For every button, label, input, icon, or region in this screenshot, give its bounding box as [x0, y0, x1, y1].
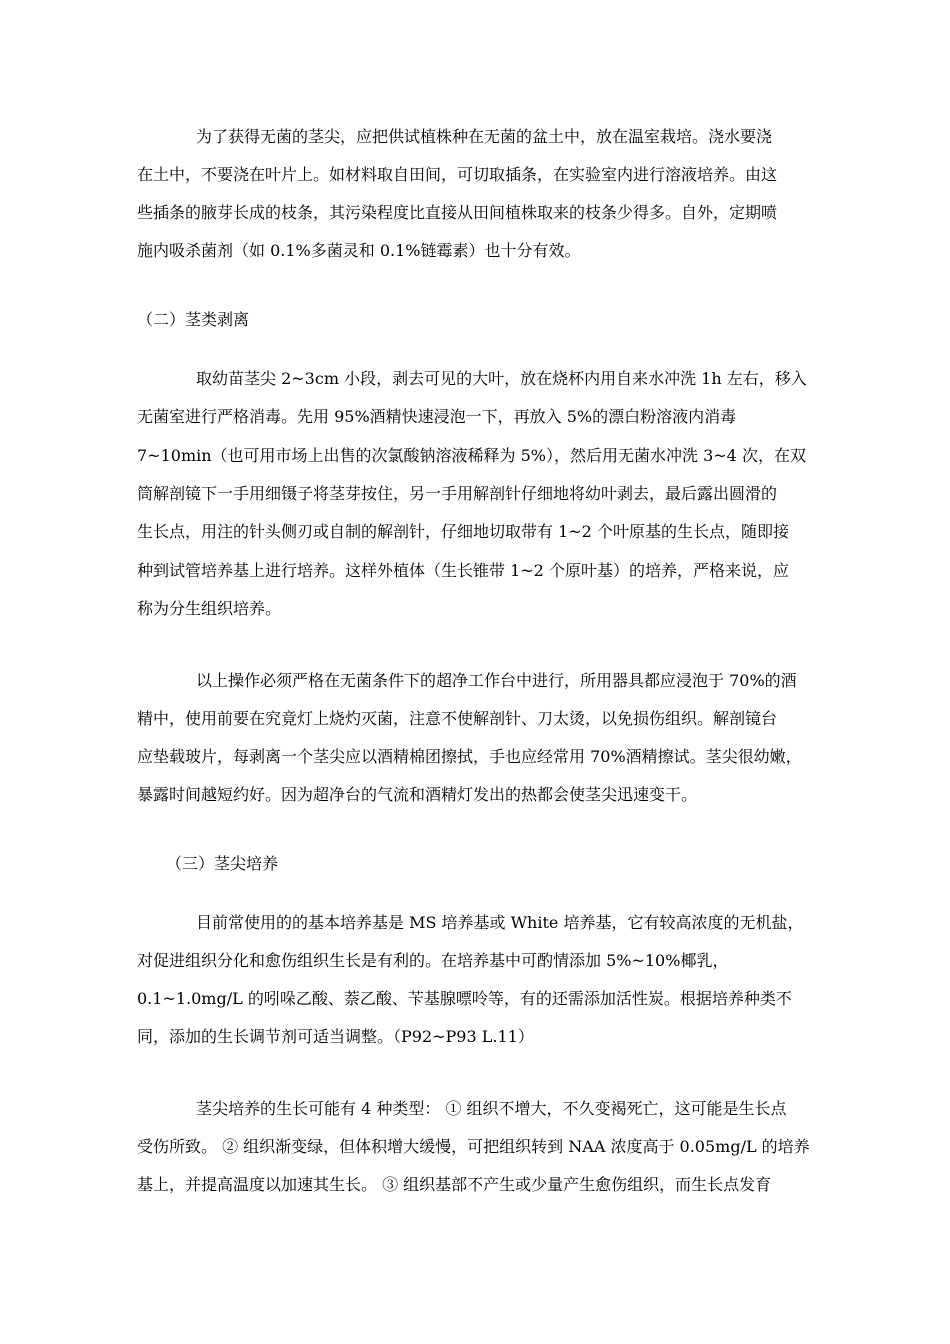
paragraph-line: 目前常使用的的基本培养基是 MS 培养基或 White 培养基，它有较高浓度的无机盐，	[196, 913, 804, 932]
paragraph-line: 些插条的腋芽长成的枝条，其污染程度比直接从田间植株取来的枝条少得多。自外，定期喷	[137, 203, 778, 222]
paragraph-line: 在土中，不要浇在叶片上。如材料取自田间，可切取插条，在实验室内进行溶液培养。由这	[137, 165, 778, 184]
paragraph-line: 精中，使用前要在究竟灯上烧灼灭菌，注意不使解剖针、刀太烫，以免损伤组织。解剖镜台	[137, 709, 778, 728]
paragraph-line: 基上，并提高温度以加速其生长。 ③ 组织基部不产生或少量产生愈伤组织，而生长点发育	[137, 1175, 772, 1194]
section-heading: （二）茎类剥离	[137, 310, 250, 329]
paragraph-line: 无菌室进行严格消毒。先用 95%酒精快速浸泡一下，再放入 5%的漂白粉溶液内消毒	[137, 407, 737, 426]
paragraph-line: 暴露时间越短约好。因为超净台的气流和酒精灯发出的热都会使茎尖迅速变干。	[137, 785, 698, 804]
paragraph-line: 对促进组织分化和愈伤组织生长是有利的。在培养基中可酌情添加 5%~10%椰乳，	[137, 951, 729, 970]
paragraph-line: 种到试管培养基上进行培养。这样外植体（生长锥带 1~2 个原叶基）的培养，严格来说，应	[137, 561, 789, 580]
paragraph-line: 应垫载玻片，每剥离一个茎尖应以酒精棉团擦拭，手也应经常用 70%酒精擦试。茎尖很幼嫩，	[137, 747, 802, 766]
paragraph-line: 以上操作必须严格在无菌条件下的超净工作台中进行，所用器具都应浸泡于 70%的酒	[196, 671, 797, 690]
paragraph-line: 取幼苗茎尖 2~3cm 小段，剥去可见的大叶，放在烧杯内用自来水冲洗 1h 左右，移入	[196, 369, 807, 388]
paragraph-line: 茎尖培养的生长可能有 4 种类型： ① 组织不增大，不久变褐死亡，这可能是生长点	[196, 1099, 787, 1118]
paragraph-line: 施内吸杀菌剂（如 0.1%多菌灵和 0.1%链霉素）也十分有效。	[137, 241, 581, 260]
paragraph-line: 筒解剖镜下一手用细镊子将茎芽按住，另一手用解剖针仔细地将幼叶剥去，最后露出圆滑的	[137, 484, 778, 503]
paragraph-line: 7~10min（也可用市场上出售的次氯酸钠溶液稀释为 5%），然后用无菌水冲洗 3~4 次，在双	[137, 446, 806, 465]
paragraph-line: 0.1~1.0mg/L 的吲哚乙酸、萘乙酸、苄基腺嘌呤等，有的还需添加活性炭。根据培养种类不	[137, 989, 792, 1008]
paragraph-line: 称为分生组织培养。	[137, 599, 282, 618]
paragraph-line: 受伤所致。 ② 组织渐变绿，但体积增大缓慢，可把组织转到 NAA 浓度高于 0.05mg/L 的培养	[137, 1137, 810, 1156]
paragraph-line: 为了获得无菌的茎尖，应把供试植株种在无菌的盆土中，放在温室栽培。浇水要浇	[196, 127, 773, 146]
paragraph-line: 同，添加的生长调节剂可适当调整。（P92~P93 L.11）	[137, 1027, 534, 1046]
section-heading: （三）茎尖培养	[166, 854, 279, 873]
paragraph-line: 生长点，用注的针头侧刃或自制的解剖针，仔细地切取带有 1~2 个叶原基的生长点，随即接	[137, 522, 789, 541]
